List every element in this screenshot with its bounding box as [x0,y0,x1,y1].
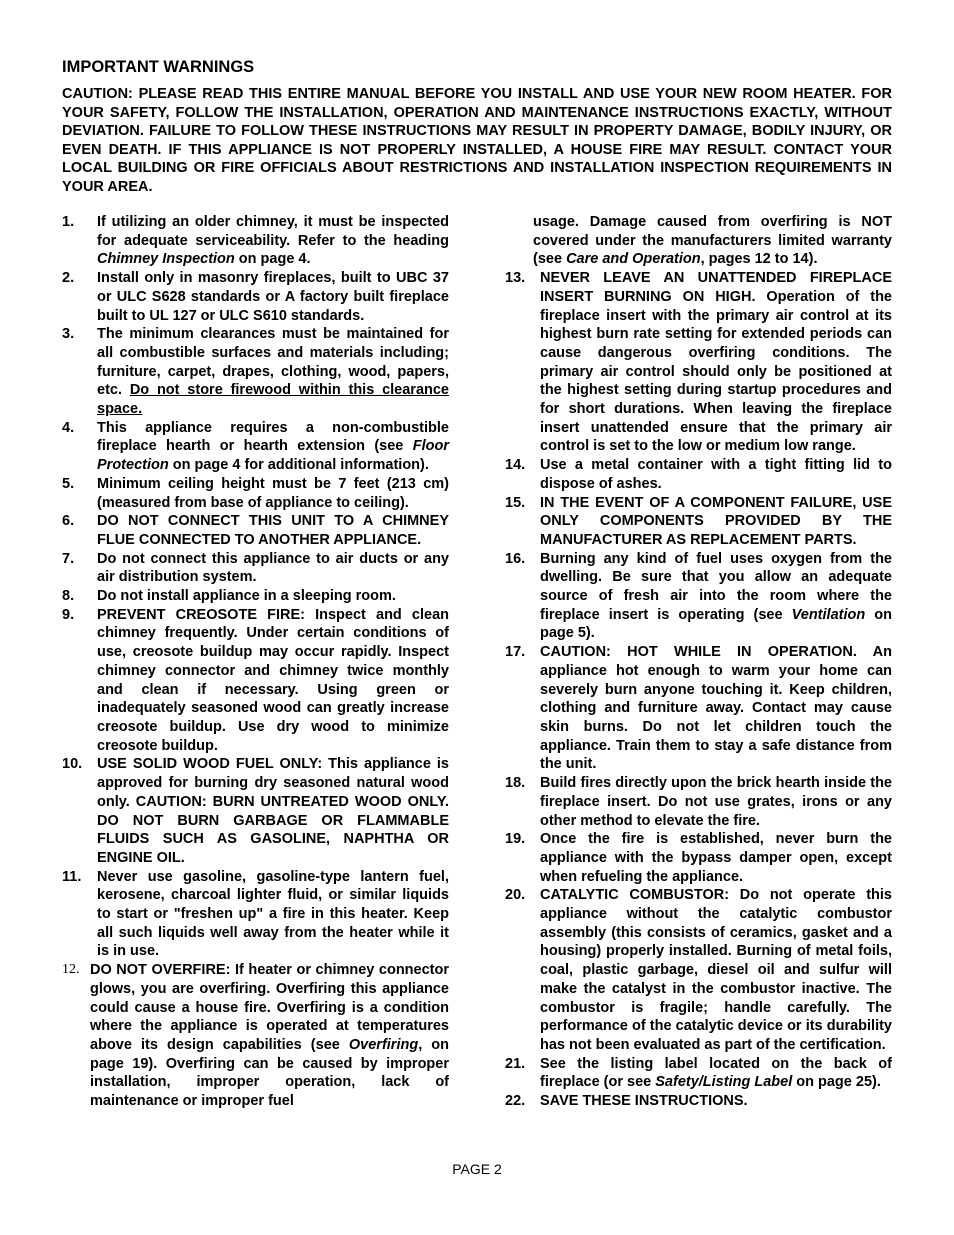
item-number: 10. [62,756,83,773]
warning-item-14: 14. Use a metal container with a tight fitting lid to dispose of ashes. [505,457,892,492]
caution-paragraph: CAUTION: PLEASE READ THIS ENTIRE MANUAL BEFORE YOU INSTALL AND USE YOUR NEW ROOM HEATER. FOR YOUR SAFETY, FOLLOW THE INSTALLATION, OPERATION AND MAINTENANCE INSTRUCTIONS EXACTLY, WITHOUT DEVIATION. FAILURE TO FOLLOW THESE INSTRUCTIONS MAY RESULT IN PROPERTY DAMAGE, BODILY INJURY, OR EVEN DEATH. IF THIS APPLIANCE IS NOT PROPERLY INSTALLED, A HOUSE FIRE MAY RESULT. CONTACT YOUR LOCAL BUILDING OR FIRE OFFICIALS ABOUT RESTRICTIONS AND INSTALLATION INSPECTION REQUIREMENTS IN YOUR AREA. [62,86,892,195]
item-number: 17. [505,644,526,661]
warning-item-12-continued: usage. Damage caused from overfiring is NOT covered under the manufacturers limited warranty (see Care and Operation, pages 12 to 14). [533,214,892,268]
page-heading: IMPORTANT WARNINGS [62,58,255,76]
warning-item-6: 6. DO NOT CONNECT THIS UNIT TO A CHIMNEY FLUE CONNECTED TO ANOTHER APPLIANCE. [62,513,449,548]
warning-item-8: 8. Do not install appliance in a sleeping room. [62,588,396,605]
warning-item-21: 21. See the listing label located on the back of fireplace (or see Safety/Listing Label on page 25). [505,1055,892,1091]
page-number: PAGE 2 [452,1161,502,1177]
warning-item-3: 3. The minimum clearances must be maintained for all combustible surfaces and materials including; furniture, carpet, drapes, clothing, wood, papers, etc. Do not store firewood within this clearance space. [62,326,449,418]
warning-item-2: 2. Install only in masonry fireplaces, built to UBC 37 or ULC S628 standards or A factory built fireplace built to UL 127 or ULC S610 standards. [62,270,449,324]
warning-item-20: 20. CATALYTIC COMBUSTOR: Do not operate this appliance without the catalytic combustor assembly (this consists of ceramics, gasket and a housing) properly installed. Burning of metal foils, coal, plastic garbage, diesel oil and sulfur will make the catalyst in the combustor inactive. The combustor is fragile; handle carefully. The performance of the catalytic device or its durability has not been evaluated as part of the certification. [505,887,892,1053]
item-number: 12. [62,962,80,978]
item-number: 15. [505,494,526,511]
warnings-column-right [505,213,892,1111]
item-number: 4. [62,419,75,436]
item-number: 19. [505,831,526,848]
item-number: 7. [62,550,75,567]
warning-item-15: 15. IN THE EVENT OF A COMPONENT FAILURE, USE ONLY COMPONENTS PROVIDED BY THE MANUFACTURER AS REPLACEMENT PARTS. [505,494,892,548]
item-number: 21. [505,1055,526,1072]
warning-item-16: 16. Burning any kind of fuel uses oxygen from the dwelling. Be sure that you allow an adequate source of fresh air into the room where the fireplace insert is operating (see Ventilation on page 5). [505,550,892,642]
item-number: 13. [505,270,526,287]
warning-item-9: 9. PREVENT CREOSOTE FIRE: Inspect and clean chimney frequently. Under certain conditions of use, creosote buildup may occur rapidly. Inspect chimney connector and chimney twice monthly and clean if necessary. Using green or inadequately seasoned wood can greatly increase creosote buildup. Use dry wood to minimize creosote buildup. [62,606,449,754]
item-number: 8. [62,588,75,605]
reference-link-text: Ventilation [791,606,866,623]
reference-link-text: Chimney Inspection [97,251,235,268]
warnings-column-left [62,213,449,1111]
warning-item-10: 10. USE SOLID WOOD FUEL ONLY: This appliance is approved for burning dry seasoned natural wood only. CAUTION: BURN UNTREATED WOOD ONLY. DO NOT BURN GARBAGE OR FLAMMABLE FLUIDS SUCH AS GASOLINE, NAPHTHA OR ENGINE OIL. [62,756,449,866]
item-number: 22. [505,1093,526,1110]
warning-item-1: 1. If utilizing an older chimney, it must be inspected for adequate serviceability. Refer to the heading Chimney Inspection on page 4. [62,214,449,268]
warning-item-7: 7. Do not connect this appliance to air ducts or any air distribution system. [62,550,449,586]
reference-link-text: Care and Operation [566,251,701,268]
warning-item-13: 13. NEVER LEAVE AN UNATTENDED FIREPLACE INSERT BURNING ON HIGH. Operation of the fireplace insert with the primary air control at its highest burn rate setting for extended periods can cause dangerous overfiring conditions. The primary air control should only be positioned at the highest setting during startup procedures and for short durations. When leaving the fireplace insert unattended ensure that the primary air control is set to the low or medium low range. [505,270,892,455]
reference-link-text: Safety/Listing Label [655,1074,793,1091]
item-number: 16. [505,550,526,567]
warning-item-22: 22. SAVE THESE INSTRUCTIONS. [505,1093,748,1110]
item-number: 14. [505,457,526,474]
reference-link-text: Overfiring [348,1036,419,1053]
item-number: 11. [62,868,82,885]
item-number: 9. [62,606,75,623]
item-number: 6. [62,513,75,530]
item-number: 1. [62,214,75,230]
warning-item-12: 12. DO NOT OVERFIRE: If heater or chimney connector glows, you are overfiring. Overfiring this appliance could cause a house fire. Overfiring is a condition where the appliance is operated at temperatures above its design capabilities (see Overfiring, on page 19). Overfiring can be caused by improper installation, improper operation, lack of maintenance or improper fuel [62,962,449,1110]
item-number: 2. [62,270,75,287]
warning-item-19: 19. Once the fire is established, never burn the appliance with the bypass damper open, except when refueling the appliance. [505,831,892,885]
underlined-warning: Do not store firewood within this clearance space. [97,382,449,418]
warning-item-18: 18. Build fires directly upon the brick hearth inside the fireplace insert. Do not use grates, irons or any other method to elevate the fire. [505,775,892,829]
warning-item-4: 4. This appliance requires a non-combustible fireplace hearth or hearth extension (see Floor Protection on page 4 for additional information). [62,419,449,474]
warning-item-17: 17. CAUTION: HOT WHILE IN OPERATION. An appliance hot enough to warm your home can severely burn anyone touching it. Keep children, clothing and furniture away. Contact may cause skin burns. Do not let children touch the appliance. Train them to stay a safe distance from the unit. [505,644,892,773]
item-number: 18. [505,775,526,792]
item-number: 5. [62,475,75,492]
reference-link-text: Floor Protection [97,438,449,474]
item-number: 20. [505,887,526,904]
warning-item-5: 5. Minimum ceiling height must be 7 feet (213 cm) (measured from base of appliance to ceiling). [62,475,449,511]
warning-item-11: 11. Never use gasoline, gasoline-type lantern fuel, kerosene, charcoal lighter fluid, or similar liquids to start or "freshen up" a fire in this heater. Keep all such liquids well away from the heater while it is in use. [62,868,449,960]
item-number: 3. [62,326,75,343]
